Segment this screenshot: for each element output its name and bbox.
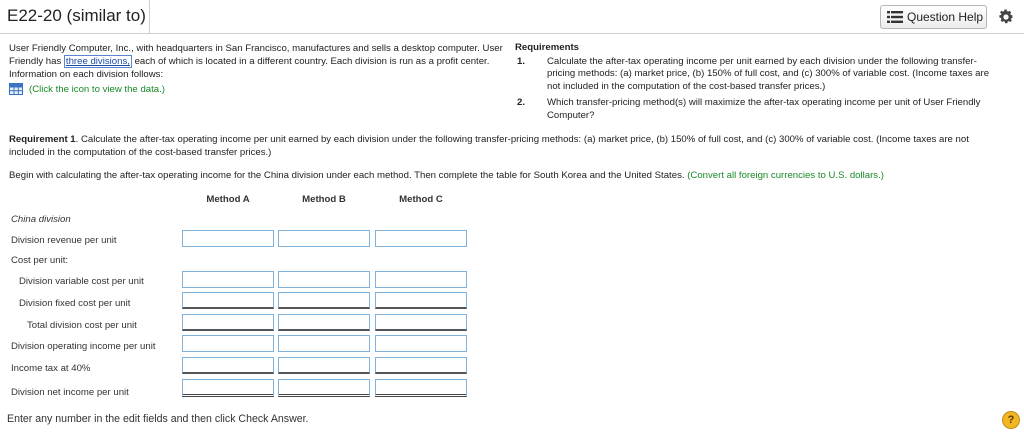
- question-help-button[interactable]: [880, 5, 987, 29]
- header-bar: [0, 0, 1024, 34]
- fixed-cost-input-method-c[interactable]: [375, 292, 467, 309]
- operating-income-input-method-c[interactable]: [375, 335, 467, 352]
- instruction-main: Begin with calculating the after-tax operating income for the China division under each method. Then complete the table for South Korea and the United States.: [9, 170, 688, 181]
- help-icon[interactable]: ?: [1002, 411, 1020, 429]
- list-icon: [887, 11, 903, 23]
- total-cost-input-method-b[interactable]: [278, 314, 370, 331]
- total-cost-input-method-c[interactable]: [375, 314, 467, 331]
- currency-note: (Convert all foreign currencies to U.S. dollars.): [687, 170, 884, 181]
- row-label-variable-cost: Division variable cost per unit: [19, 276, 144, 287]
- income-tax-input-method-b[interactable]: [278, 357, 370, 374]
- requirement-number: 2.: [517, 97, 526, 109]
- row-label-net-income: Division net income per unit: [11, 387, 129, 398]
- operating-income-input-method-a[interactable]: [182, 335, 274, 352]
- requirement-text: Calculate the after-tax operating income per unit earned by each division under the following transfer-pricing methods: (a) market price, (b) 150% of full cost, and (c) 300% of variable cost. (Income taxes are not included in the computation of the cost-based transfer prices.): [547, 55, 990, 92]
- variable-cost-input-method-c[interactable]: [375, 271, 467, 288]
- row-label-cost-per-unit: Cost per unit:: [11, 255, 69, 266]
- gear-icon[interactable]: [997, 8, 1015, 26]
- row-label-total-cost: Total division cost per unit: [27, 320, 137, 331]
- intro-text-start: User Friendly Computer, Inc., with headquarters in San Francisco, manufactures and sells a desktop computer. User Friendly has: [9, 43, 503, 67]
- view-data-label[interactable]: (Click the icon to view the data.): [29, 83, 165, 95]
- table-data-icon[interactable]: [9, 83, 23, 95]
- question-help-label: Question Help: [907, 10, 984, 24]
- requirement-item: [515, 97, 1005, 122]
- income-tax-input-method-a[interactable]: [182, 357, 274, 374]
- net-income-input-method-a[interactable]: [182, 379, 274, 397]
- row-label-income-tax: Income tax at 40%: [11, 363, 91, 374]
- total-cost-input-method-a[interactable]: [182, 314, 274, 331]
- problem-intro: [9, 42, 507, 81]
- page-title: E22-20 (similar to): [7, 6, 146, 25]
- requirement-item: [515, 56, 1005, 94]
- net-income-input-method-c[interactable]: [375, 379, 467, 397]
- requirements-title: Requirements: [515, 42, 579, 53]
- requirements-panel: [515, 42, 1005, 127]
- row-label-division-revenue: Division revenue per unit: [11, 235, 117, 246]
- variable-cost-input-method-b[interactable]: [278, 271, 370, 288]
- requirement-number: 1.: [517, 55, 526, 67]
- intro-text-end: each of which is located in a different country. Each division is run as a profit center. Information on each division follows:: [9, 56, 490, 80]
- view-data-link[interactable]: [9, 83, 165, 95]
- fixed-cost-input-method-a[interactable]: [182, 292, 274, 309]
- instruction-text: [9, 169, 1009, 182]
- revenue-input-method-b[interactable]: [278, 230, 370, 247]
- row-label-operating-income: Division operating income per unit: [11, 341, 156, 352]
- revenue-input-method-a[interactable]: [182, 230, 274, 247]
- requirement-1-text: . Calculate the after-tax operating income per unit earned by each division under the following transfer-pricing methods: (a) market price, (b) 150% of full cost, and (c) 300% of variable cost. (Income taxes are not included in the computation of the cost-based transfer prices.): [9, 134, 969, 158]
- column-header-method-c: Method C: [399, 194, 443, 205]
- three-divisions-link[interactable]: three divisions,: [65, 56, 130, 67]
- operating-income-input-method-b[interactable]: [278, 335, 370, 352]
- requirement-1-statement: [9, 133, 999, 159]
- requirement-text: Which transfer-pricing method(s) will maximize the after-tax operating income per unit of User Friendly Computer?: [547, 97, 981, 121]
- column-header-method-a: Method A: [206, 194, 250, 205]
- fixed-cost-input-method-b[interactable]: [278, 292, 370, 309]
- row-label-china-division: China division: [11, 214, 71, 225]
- income-tax-input-method-c[interactable]: [375, 357, 467, 374]
- footer-instruction: Enter any number in the edit fields and then click Check Answer.: [7, 413, 309, 425]
- row-label-fixed-cost: Division fixed cost per unit: [19, 298, 131, 309]
- net-income-input-method-b[interactable]: [278, 379, 370, 397]
- variable-cost-input-method-a[interactable]: [182, 271, 274, 288]
- column-header-method-b: Method B: [302, 194, 346, 205]
- title-divider: [149, 0, 150, 34]
- revenue-input-method-c[interactable]: [375, 230, 467, 247]
- requirement-1-label: Requirement 1: [9, 134, 76, 145]
